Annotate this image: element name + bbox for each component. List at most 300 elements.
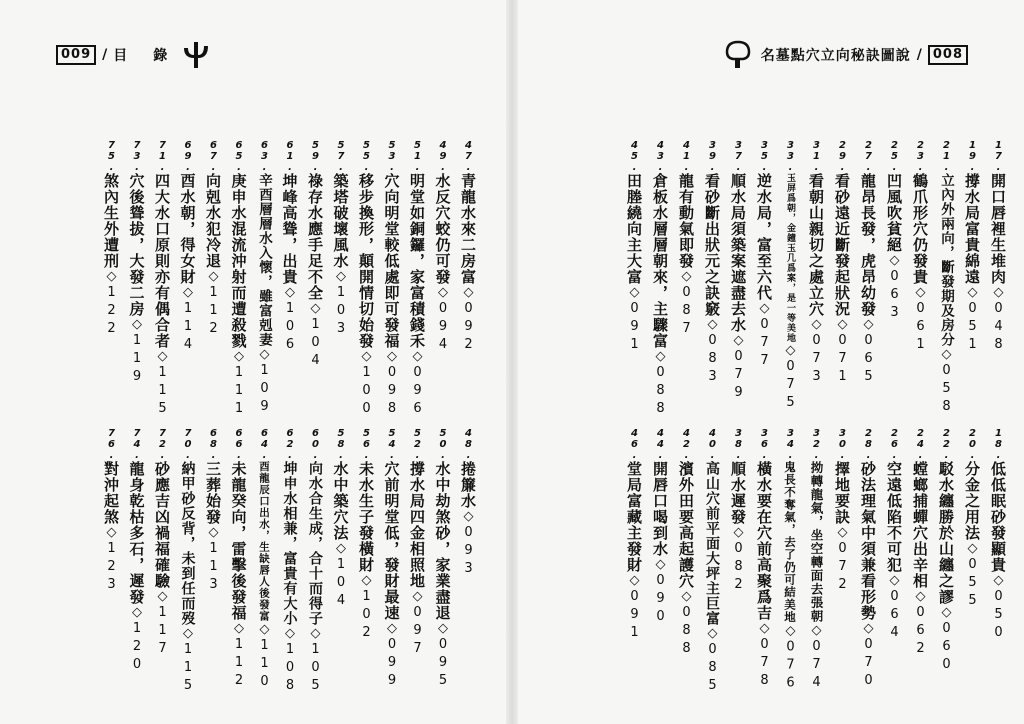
toc-entry bbox=[252, 428, 274, 692]
toc-entry bbox=[778, 428, 800, 694]
entry-page-number: 104 bbox=[333, 557, 349, 611]
entry-title: 看砂斷出狀元之訣竅 bbox=[703, 173, 721, 317]
diamond-icon: ◇ bbox=[757, 301, 772, 317]
toc-entry bbox=[908, 140, 930, 355]
entry-page-number: 115 bbox=[155, 365, 170, 419]
toc-entry bbox=[960, 428, 982, 611]
entry-number: 45. bbox=[629, 140, 640, 173]
right-toc bbox=[580, 140, 1010, 700]
diamond-icon: ◇ bbox=[231, 349, 247, 365]
entry-number: 57. bbox=[335, 140, 347, 173]
toc-entry bbox=[778, 140, 800, 413]
entry-title: 看朝山親切之處立穴 bbox=[807, 173, 825, 317]
toc-entry bbox=[674, 428, 696, 659]
diamond-icon: ◇ bbox=[104, 525, 119, 541]
diamond-icon: ◇ bbox=[333, 541, 349, 557]
entry-title: 順水遲發 bbox=[729, 461, 747, 525]
diamond-icon: ◇ bbox=[991, 573, 1006, 589]
entry-page-number: 064 bbox=[887, 589, 902, 643]
entry-page-number: 097 bbox=[410, 605, 425, 659]
entry-title: 向水合生成，合十而得子 bbox=[307, 461, 323, 626]
entry-number: 39. bbox=[707, 140, 718, 173]
entry-title: 明堂如銅鑼，家富積錢禾 bbox=[408, 173, 426, 349]
toc-entry bbox=[431, 140, 453, 355]
entry-number: 72. bbox=[157, 428, 168, 461]
toc-entry bbox=[804, 428, 826, 693]
entry-number: 30. bbox=[837, 428, 848, 461]
toc-entry bbox=[278, 428, 300, 696]
toc-entry bbox=[960, 140, 982, 355]
entry-title: 納甲砂反背，未到任而歿 bbox=[179, 461, 196, 626]
diamond-icon: ◇ bbox=[679, 269, 694, 285]
entry-page-number: 092 bbox=[461, 301, 476, 355]
entry-title: 水中劫煞砂，家業盡退 bbox=[433, 461, 452, 621]
entry-number: 42. bbox=[681, 428, 692, 461]
diamond-icon: ◇ bbox=[282, 285, 298, 301]
entry-title: 拗轉龍氣，坐空轉面去張朝 bbox=[809, 461, 824, 623]
entry-title: 擇地要訣 bbox=[833, 461, 851, 525]
diamond-icon: ◇ bbox=[783, 343, 798, 359]
diamond-icon: ◇ bbox=[410, 589, 425, 605]
diamond-icon: ◇ bbox=[679, 589, 694, 605]
diamond-icon: ◇ bbox=[627, 573, 642, 589]
entry-page-number: 083 bbox=[705, 333, 720, 387]
right-header-title: 名墓點穴立向秘訣圖說 bbox=[760, 48, 911, 64]
entry-title: 穴向明堂較低處即可發福 bbox=[382, 173, 401, 349]
entry-title: 庚申水混流沖射而遭殺戮 bbox=[229, 173, 248, 349]
entry-number: 33. bbox=[785, 140, 796, 173]
toc-entry bbox=[648, 140, 670, 419]
entry-number: 50. bbox=[437, 428, 449, 461]
entry-title: 青龍水來二房富 bbox=[459, 173, 477, 285]
diamond-icon: ◇ bbox=[155, 349, 170, 365]
entry-title: 四大水口原則亦有偶合者 bbox=[153, 173, 171, 349]
diamond-icon: ◇ bbox=[308, 626, 323, 642]
entry-number: 31. bbox=[811, 140, 822, 173]
entry-number: 23. bbox=[915, 140, 926, 173]
entry-number: 19. bbox=[967, 140, 978, 173]
entry-title: 祿存水應手足不全 bbox=[306, 173, 324, 301]
entry-page-number: 088 bbox=[679, 605, 694, 659]
entry-number: 28. bbox=[863, 428, 874, 461]
entry-title: 穴後聳拔，大發二房 bbox=[127, 173, 146, 317]
toc-entry bbox=[99, 140, 121, 339]
header-divider: / bbox=[102, 47, 108, 63]
entry-number: 75. bbox=[106, 140, 117, 173]
entry-page-number: 117 bbox=[155, 605, 170, 659]
entry-page-number: 063 bbox=[887, 269, 902, 323]
entry-number: 51. bbox=[412, 140, 423, 173]
entry-title: 堂局富藏主發財 bbox=[625, 461, 643, 573]
entry-page-number: 094 bbox=[435, 301, 451, 355]
diamond-icon: ◇ bbox=[257, 622, 272, 638]
entry-page-number: 075 bbox=[783, 359, 798, 413]
entry-page-number: 108 bbox=[282, 642, 298, 696]
entry-page-number: 122 bbox=[104, 285, 119, 339]
header-divider: / bbox=[916, 47, 922, 63]
entry-title: 水中築穴法 bbox=[331, 461, 350, 541]
entry-page-number: 091 bbox=[627, 301, 642, 355]
cactus-logo-icon bbox=[179, 38, 213, 72]
diamond-icon: ◇ bbox=[104, 269, 119, 285]
left-header-title: 目 錄 bbox=[113, 48, 174, 64]
entry-title: 低低眠砂發顯貴 bbox=[989, 461, 1007, 573]
toc-entry bbox=[252, 140, 274, 417]
diamond-icon: ◇ bbox=[461, 285, 476, 301]
book-gutter bbox=[506, 0, 518, 724]
toc-entry bbox=[380, 140, 402, 419]
diamond-icon: ◇ bbox=[705, 317, 720, 333]
entry-page-number: 051 bbox=[965, 301, 980, 355]
entry-title: 撐水局四金相照地 bbox=[408, 461, 426, 589]
diamond-icon: ◇ bbox=[461, 509, 476, 525]
diamond-icon: ◇ bbox=[129, 317, 145, 333]
toc-entry bbox=[125, 140, 147, 387]
diamond-icon: ◇ bbox=[206, 525, 221, 541]
entry-number: 34. bbox=[785, 428, 796, 461]
entry-title: 酉水朝，得女財 bbox=[178, 173, 197, 285]
entry-page-number: 100 bbox=[359, 365, 374, 419]
entry-number: 20. bbox=[967, 428, 978, 461]
entry-number: 18. bbox=[993, 428, 1004, 461]
entry-number: 22. bbox=[941, 428, 952, 461]
toc-entry bbox=[380, 428, 402, 691]
entry-page-number: 058 bbox=[939, 363, 954, 417]
entry-number: 69. bbox=[182, 140, 194, 173]
entry-title: 龍昂長發，虎昂幼發 bbox=[859, 173, 877, 317]
diamond-icon: ◇ bbox=[308, 301, 323, 317]
diamond-icon: ◇ bbox=[757, 621, 772, 637]
diamond-icon: ◇ bbox=[384, 349, 400, 365]
diamond-icon: ◇ bbox=[231, 621, 247, 637]
entry-title: 砂法理氣中須兼看形勢 bbox=[859, 461, 877, 621]
diamond-icon: ◇ bbox=[991, 285, 1006, 301]
entry-number: 54. bbox=[386, 428, 398, 461]
entry-number: 47. bbox=[463, 140, 474, 173]
entry-title: 未龍癸向，雷擊後發福 bbox=[229, 461, 248, 621]
entry-page-number: 103 bbox=[333, 285, 349, 339]
entry-number: 60. bbox=[310, 428, 321, 461]
entry-page-number: 104 bbox=[308, 317, 323, 371]
entry-number: 41. bbox=[681, 140, 692, 173]
diamond-icon: ◇ bbox=[783, 623, 798, 640]
entry-title: 龍有動氣即發 bbox=[677, 173, 695, 269]
entry-number: 55. bbox=[361, 140, 372, 173]
entry-page-number: 062 bbox=[913, 605, 928, 659]
entry-number: 36. bbox=[759, 428, 770, 461]
toc-entry bbox=[431, 428, 453, 691]
diamond-icon: ◇ bbox=[180, 285, 196, 301]
entry-title: 螳螂捕蟬穴出辛相 bbox=[911, 461, 929, 589]
entry-page-number: 074 bbox=[809, 639, 824, 693]
toc-entry bbox=[934, 428, 956, 675]
diamond-icon: ◇ bbox=[965, 541, 980, 557]
diamond-icon: ◇ bbox=[180, 626, 196, 642]
entry-page-number: 106 bbox=[282, 301, 298, 355]
diamond-icon: ◇ bbox=[835, 525, 850, 541]
entry-number: 53. bbox=[386, 140, 398, 173]
entry-title: 高山穴前平面大坪主巨富 bbox=[704, 461, 720, 626]
toc-entry bbox=[354, 140, 376, 419]
entry-page-number: 095 bbox=[435, 637, 451, 691]
entry-page-number: 070 bbox=[861, 637, 876, 691]
toc-entry bbox=[405, 428, 427, 659]
diamond-icon: ◇ bbox=[809, 623, 824, 639]
left-toc bbox=[50, 140, 480, 700]
entry-page-number: 098 bbox=[384, 365, 400, 419]
diamond-icon: ◇ bbox=[705, 626, 720, 642]
entry-title: 龍身乾枯多石，遲發 bbox=[127, 461, 146, 605]
entry-number: 37. bbox=[733, 140, 744, 173]
toc-entry bbox=[303, 428, 325, 696]
diamond-icon: ◇ bbox=[384, 621, 400, 637]
entry-title: 空遠低陷不可犯 bbox=[885, 461, 903, 573]
toc-entry bbox=[856, 140, 878, 387]
entry-page-number: 085 bbox=[705, 642, 720, 696]
toc-entry bbox=[934, 140, 956, 417]
entry-title: 煞內生外遭刑 bbox=[102, 173, 120, 269]
diamond-icon: ◇ bbox=[435, 285, 451, 301]
entry-number: 25. bbox=[889, 140, 900, 173]
entry-number: 61. bbox=[284, 140, 296, 173]
toc-entry bbox=[882, 428, 904, 643]
entry-number: 70. bbox=[182, 428, 194, 461]
entry-number: 66. bbox=[233, 428, 245, 461]
entry-title: 水反穴蛟仍可發 bbox=[433, 173, 452, 285]
toc-entry bbox=[405, 140, 427, 419]
entry-title: 逆水局，富至六代 bbox=[755, 173, 773, 301]
toc-entry bbox=[329, 140, 351, 339]
diamond-icon: ◇ bbox=[731, 333, 746, 349]
entry-title: 分金之用法 bbox=[963, 461, 981, 541]
toc-entry bbox=[700, 140, 722, 387]
toc-entry bbox=[278, 140, 300, 355]
toc-entry bbox=[726, 140, 748, 403]
diamond-icon: ◇ bbox=[731, 525, 746, 541]
diamond-icon: ◇ bbox=[435, 621, 451, 637]
diamond-icon: ◇ bbox=[913, 589, 928, 605]
entry-number: 67. bbox=[208, 140, 219, 173]
entry-page-number: 071 bbox=[835, 333, 850, 387]
entry-page-number: 096 bbox=[410, 365, 425, 419]
entry-title: 順水局須築案遮盡去水 bbox=[729, 173, 747, 333]
entry-page-number: 112 bbox=[231, 637, 247, 691]
entry-page-number: 111 bbox=[231, 365, 247, 419]
diamond-icon: ◇ bbox=[129, 605, 145, 621]
entry-title: 田塍繞向主大富 bbox=[625, 173, 643, 285]
diamond-icon: ◇ bbox=[939, 347, 954, 363]
entry-title: 穴前明堂低，發財最速 bbox=[382, 461, 401, 621]
entry-title: 未水生子發橫財 bbox=[357, 461, 375, 573]
entry-page-number: 113 bbox=[206, 541, 221, 595]
entry-page-number: 123 bbox=[104, 541, 119, 595]
entry-title: 凹風吹貧絕 bbox=[885, 173, 903, 253]
toc-entry bbox=[99, 428, 121, 595]
diamond-icon: ◇ bbox=[939, 605, 954, 621]
entry-title: 鬼長不奪氣，去了仍可結美地 bbox=[783, 461, 797, 624]
entry-number: 24. bbox=[915, 428, 926, 461]
entry-number: 59. bbox=[310, 140, 321, 173]
toc-entry bbox=[201, 428, 223, 595]
entry-page-number: 109 bbox=[257, 363, 272, 417]
toc-entry bbox=[150, 428, 172, 659]
entry-page-number: 077 bbox=[757, 317, 772, 371]
entry-number: 35. bbox=[759, 140, 770, 173]
toc-entry bbox=[908, 428, 930, 659]
diamond-icon: ◇ bbox=[887, 573, 902, 589]
toc-entry bbox=[882, 140, 904, 323]
diamond-icon: ◇ bbox=[653, 557, 668, 573]
diamond-icon: ◇ bbox=[913, 285, 928, 301]
toc-entry bbox=[726, 428, 748, 595]
toc-entry bbox=[674, 140, 696, 339]
entry-number: 21. bbox=[941, 140, 952, 173]
toc-entry bbox=[622, 140, 644, 355]
entry-title: 坤峰高聳，出貴 bbox=[280, 173, 299, 285]
entry-page-number: 115 bbox=[180, 642, 196, 696]
toc-entry bbox=[176, 140, 198, 355]
entry-page-number: 119 bbox=[129, 333, 145, 387]
entry-page-number: 114 bbox=[180, 301, 196, 355]
toc-entry bbox=[804, 140, 826, 387]
entry-title: 開唇口喝到水 bbox=[651, 461, 669, 557]
diamond-icon: ◇ bbox=[333, 269, 349, 285]
diamond-icon: ◇ bbox=[861, 621, 876, 637]
entry-number: 48. bbox=[463, 428, 474, 461]
entry-number: 64. bbox=[259, 428, 270, 461]
entry-number: 68. bbox=[208, 428, 219, 461]
diamond-icon: ◇ bbox=[627, 285, 642, 301]
entry-number: 27. bbox=[863, 140, 874, 173]
diamond-icon: ◇ bbox=[653, 349, 668, 365]
entry-page-number: 088 bbox=[653, 365, 668, 419]
toc-entry bbox=[227, 428, 249, 691]
entry-number: 58. bbox=[335, 428, 347, 461]
entry-number: 38. bbox=[733, 428, 744, 461]
entry-title: 砂應吉凶禍福確驗 bbox=[153, 461, 171, 589]
entry-number: 29. bbox=[837, 140, 848, 173]
entry-title: 橫水要在穴前高聚爲吉 bbox=[755, 461, 773, 621]
entry-number: 52. bbox=[412, 428, 423, 461]
entry-page-number: 072 bbox=[835, 541, 850, 595]
entry-page-number: 050 bbox=[991, 589, 1006, 643]
toc-entry bbox=[752, 140, 774, 371]
entry-title: 撐水局富貴綿遠 bbox=[963, 173, 981, 285]
right-page-number: 008 bbox=[928, 45, 968, 65]
entry-number: 63. bbox=[259, 140, 270, 173]
entry-page-number: 090 bbox=[653, 573, 668, 627]
entry-title: 倉板水層層朝來，主驟富 bbox=[651, 173, 669, 349]
entry-title: 對沖起煞 bbox=[102, 461, 120, 525]
left-page-number: 009 bbox=[56, 45, 96, 65]
entry-title: 看砂遠近斷發起狀況 bbox=[833, 173, 851, 317]
entry-number: 32. bbox=[811, 428, 822, 461]
entry-page-number: 082 bbox=[731, 541, 746, 595]
toc-entry bbox=[150, 140, 172, 419]
tree-logo-icon bbox=[721, 38, 755, 72]
toc-entry bbox=[329, 428, 351, 611]
right-page-header bbox=[721, 42, 968, 68]
entry-page-number: 073 bbox=[809, 333, 824, 387]
entry-page-number: 091 bbox=[627, 589, 642, 643]
entry-page-number: 079 bbox=[731, 349, 746, 403]
diamond-icon: ◇ bbox=[282, 626, 298, 642]
entry-number: 73. bbox=[131, 140, 143, 173]
entry-page-number: 120 bbox=[129, 621, 145, 675]
entry-page-number: 102 bbox=[359, 589, 374, 643]
entry-page-number: 078 bbox=[757, 637, 772, 691]
left-page-header bbox=[56, 42, 213, 68]
entry-title: 酉龍辰口出水，生缺唇人後發富 bbox=[258, 461, 270, 622]
toc-entry bbox=[456, 428, 478, 579]
diamond-icon: ◇ bbox=[206, 269, 221, 285]
toc-entry bbox=[456, 140, 478, 355]
toc-entry bbox=[303, 140, 325, 371]
entry-number: 62. bbox=[284, 428, 296, 461]
entry-page-number: 061 bbox=[913, 301, 928, 355]
entry-page-number: 055 bbox=[965, 557, 980, 611]
entry-page-number: 112 bbox=[206, 285, 221, 339]
toc-entry bbox=[622, 428, 644, 643]
entry-page-number: 110 bbox=[257, 638, 272, 692]
entry-page-number: 076 bbox=[783, 639, 798, 694]
entry-page-number: 105 bbox=[308, 642, 323, 696]
diamond-icon: ◇ bbox=[359, 573, 374, 589]
entry-number: 71. bbox=[157, 140, 168, 173]
toc-entry bbox=[856, 428, 878, 691]
entry-title: 辛酉層層水入懷，雖富剋妻 bbox=[256, 173, 272, 347]
diamond-icon: ◇ bbox=[965, 285, 980, 301]
toc-entry bbox=[986, 140, 1008, 355]
diamond-icon: ◇ bbox=[257, 347, 272, 363]
diamond-icon: ◇ bbox=[861, 317, 876, 333]
entry-title: 向剋水犯冷退 bbox=[204, 173, 222, 269]
entry-title: 捲簾水 bbox=[459, 461, 477, 509]
entry-title: 駁水纏勝於山纏之謬 bbox=[937, 461, 955, 605]
entry-number: 40. bbox=[707, 428, 718, 461]
toc-entry bbox=[830, 140, 852, 387]
diamond-icon: ◇ bbox=[835, 317, 850, 333]
toc-entry bbox=[176, 428, 198, 696]
toc-entry bbox=[986, 428, 1008, 643]
entry-number: 74. bbox=[131, 428, 143, 461]
entry-page-number: 099 bbox=[384, 637, 400, 691]
toc-entry bbox=[700, 428, 722, 696]
entry-page-number: 093 bbox=[461, 525, 476, 579]
entry-number: 17. bbox=[993, 140, 1004, 173]
entry-title: 立內外兩向，斷發期及房分 bbox=[938, 173, 954, 347]
diamond-icon: ◇ bbox=[410, 349, 425, 365]
diamond-icon: ◇ bbox=[887, 253, 902, 269]
toc-entry bbox=[227, 140, 249, 419]
diamond-icon: ◇ bbox=[359, 349, 374, 365]
diamond-icon: ◇ bbox=[809, 317, 824, 333]
diamond-icon: ◇ bbox=[155, 589, 170, 605]
toc-entry bbox=[752, 428, 774, 691]
entry-number: 76. bbox=[106, 428, 117, 461]
entry-number: 43. bbox=[655, 140, 666, 173]
entry-title: 鶴爪形穴仍發貴 bbox=[911, 173, 929, 285]
entry-number: 56. bbox=[361, 428, 372, 461]
entry-page-number: 065 bbox=[861, 333, 876, 387]
entry-number: 44. bbox=[655, 428, 666, 461]
entry-page-number: 087 bbox=[679, 285, 694, 339]
entry-title: 濱外田要高起護穴 bbox=[677, 461, 695, 589]
entry-number: 46. bbox=[629, 428, 640, 461]
entry-title: 玉屏爲朝，金鐘玉几爲案，是一等美地 bbox=[785, 173, 795, 343]
toc-entry bbox=[648, 428, 670, 627]
entry-number: 26. bbox=[889, 428, 900, 461]
